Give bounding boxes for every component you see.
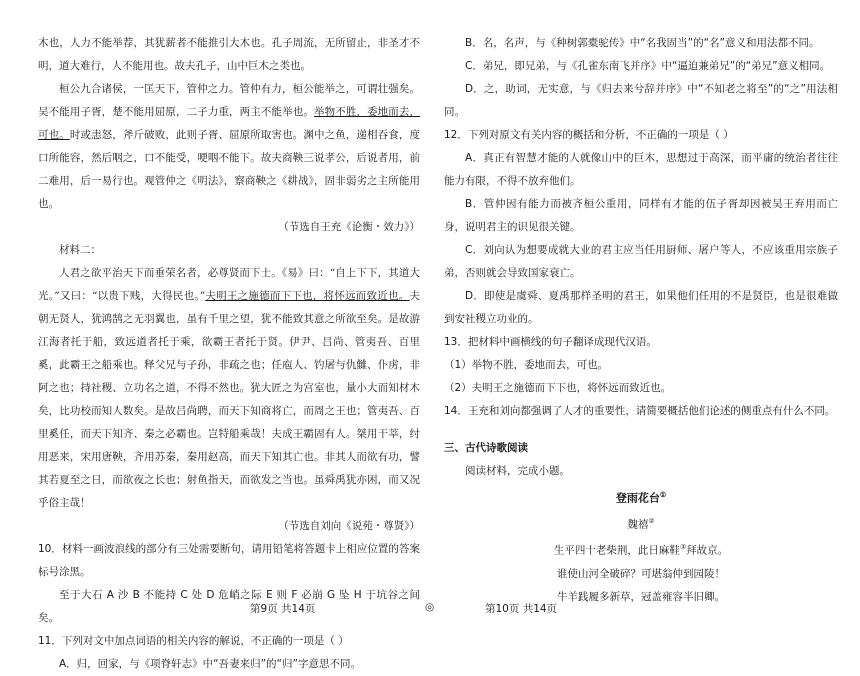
question-13-part-2: （2）夫明王之施德而下下也，将怀远而致近也。 (444, 382, 672, 394)
poem-line-1-note: ③ (679, 543, 687, 552)
question-12-option-c: C．刘向认为想要成就大业的君主应当任用厨师、屠户等人，不应该重用宗族子弟，否则就会导致国家衰亡。 (444, 244, 838, 279)
material2-paragraph (38, 262, 420, 515)
question-10: 10．材料一画波浪线的部分有三处需要断句，请用铅笔将答题卡上相应位置的答案标号涂黑。 (38, 543, 420, 578)
poem-title-text: 登雨花台 (615, 491, 660, 505)
material1-paragraph-2 (38, 78, 420, 216)
poem-line-3: 牛羊践履多新草，冠盖雍容半旧卿。 (557, 590, 725, 603)
question-12-option-b: B．管仲因有能力而被齐桓公重用，同样有才能的伍子胥却因被吴王弃用而亡身，说明君主的识见很关键。 (444, 198, 838, 233)
material1-paragraph-1: 木也，人力不能举荐，其犹薪者不能推引大木也。孔子周流，无所留止，非圣才不明，道大难行，人不能用也。故夫孔子，山中巨木之类也。 (38, 37, 420, 72)
footer-center-mark: ◎ (425, 601, 435, 613)
poem-line-1 (444, 536, 838, 563)
poem-line-1-b: 拜故京。 (686, 544, 729, 557)
question-11-option-c: C．弟兄，即兄弟，与《孔雀东南飞并序》中“逼迫兼弟兄”的“弟兄”意义相同。 (465, 60, 831, 72)
question-11: 11．下列对文中加点词语的相关内容的解说，不正确的一项是（ ） (38, 635, 349, 647)
question-12-option-a: A．真正有智慧才能的人就像山中的巨木，思想过于高深，而平庸的统治者往往能力有限，不得不放弃他们。 (444, 152, 838, 187)
question-12: 12．下列对原文有关内容的概括和分析，不正确的一项是（ ） (444, 129, 734, 141)
question-11-option-b: B．名，名声，与《种树郭橐驼传》中“名我固当”的“名”意义和用法都不同。 (465, 37, 820, 49)
question-10-sentence: 至于大石 A 沙 B 不能持 C 处 D 危峭之际 E 则 F 必崩 G 坠 H 于坑谷之间矣。 (38, 589, 420, 624)
poem-author-note: ② (648, 516, 655, 525)
right-page (430, 0, 860, 607)
poem-title (444, 483, 838, 510)
question-11-option-a: A．归，回家，与《项脊轩志》中“吾妻来归”的“归”字意思不同。 (59, 658, 361, 670)
source-citation-2: （节选自刘向《说苑・尊贤》） (278, 520, 420, 532)
material2-label: 材料二： (59, 244, 101, 256)
question-11-option-d: D．之，助词，无实意，与《归去来兮辞并序》中“不知老之将至”的“之”用法相同。 (444, 83, 838, 118)
section-3-heading: 三、古代诗歌阅读 (444, 442, 528, 454)
poem-author-text: 魏禧 (627, 518, 649, 531)
paragraph-2-text-b: 时或恚怒，斧斤破败，此则子胥、屈原所取害也。渊中之鱼，递相吞食，度口所能容，然后咽之，口不能受，哽咽不能下。故夫商鞅三说孝公，后说者用，前二难用，后一易行也。观管仲之《明法》，察商鞅之《耕战》，固非弱劣之主所能用也。 (38, 129, 420, 210)
poem-line-2: 谁使山河全破碎？可堪翁仲到园陵！ (557, 567, 725, 580)
right-page-number: 第10页 共14页 (485, 603, 558, 615)
paragraph-3-text-a: 人君之欲平治天下而垂荣名者，必尊贤而下士。《易》曰：“自上下下，其道大光。”又曰：“以贵下贱，大得民也。” (38, 267, 420, 302)
question-12-option-d: D．即使是虞舜、夏禹那样圣明的君王，如果他们任用的不是贤臣，也是很难做到安社稷立功业的。 (444, 290, 838, 325)
poem-author (444, 510, 838, 537)
source-citation-1: （节选自王充《论衡・效力》） (278, 221, 420, 233)
question-13-part-1: （1）举物不胜，委地而去，可也。 (444, 359, 609, 371)
paragraph-2-text-a: 桓公九合诸侯，一匡天下，管仲之力。管仲有力，桓公能举之，可谓壮强矣。吴不能用子胥，楚不能用屈原，二子力重，两主不能举也。 (38, 83, 420, 118)
paragraph-3-text-b: 夫朝无贤人，犹鸿鹄之无羽翼也，虽有千里之望，犹不能致其意之所欲至矣。是故游江海者托于船，致远道者托于乘，欲霸王者托于贤。伊尹、吕尚、管夷吾、百里奚，此霸王之船乘也。释父兄与子孙，非疏之也；任庖人、钓屠与仇雠、仆虏，非阿之也；持社稷、立功名之道，不得不然也。犹大匠之为宫室也，量小大而知材木矣，比功校而知人数矣。是故吕尚聘，而天下知商将亡，而周之王也；管夷吾、百里奚任，而天下知齐、秦之必霸也。岂特船乘哉！夫成王霸固有人。桀用干莘，纣用恶来，宋用唐鞅，齐用苏秦，秦用赵高，而天下知其亡也。非其人而欲有功，譬其若夏至之日，而欲夜之长也；射鱼指天，而欲发之当也。虽舜禹犹亦困，而又况乎俗主哉！ (38, 290, 421, 509)
left-page-number: 第9页 共14页 (250, 603, 316, 615)
question-14: 14．王充和刘向都强调了人才的重要性，请简要概括他们论述的侧重点有什么不同。 (444, 405, 836, 417)
poem-line-1-a: 生平四十老柴荆，此日麻鞋 (553, 544, 680, 557)
underlined-sentence-2: 夫明王之施德而下下也，将怀远而致近也。 (205, 290, 410, 302)
section-3-intro: 阅读材料，完成小题。 (465, 465, 570, 477)
underlined-sentence-1: 举物不胜，委地而去，可也。 (38, 106, 421, 141)
question-13: 13．把材料中画横线的句子翻译成现代汉语。 (444, 336, 657, 348)
poem-title-note: ① (659, 490, 667, 499)
